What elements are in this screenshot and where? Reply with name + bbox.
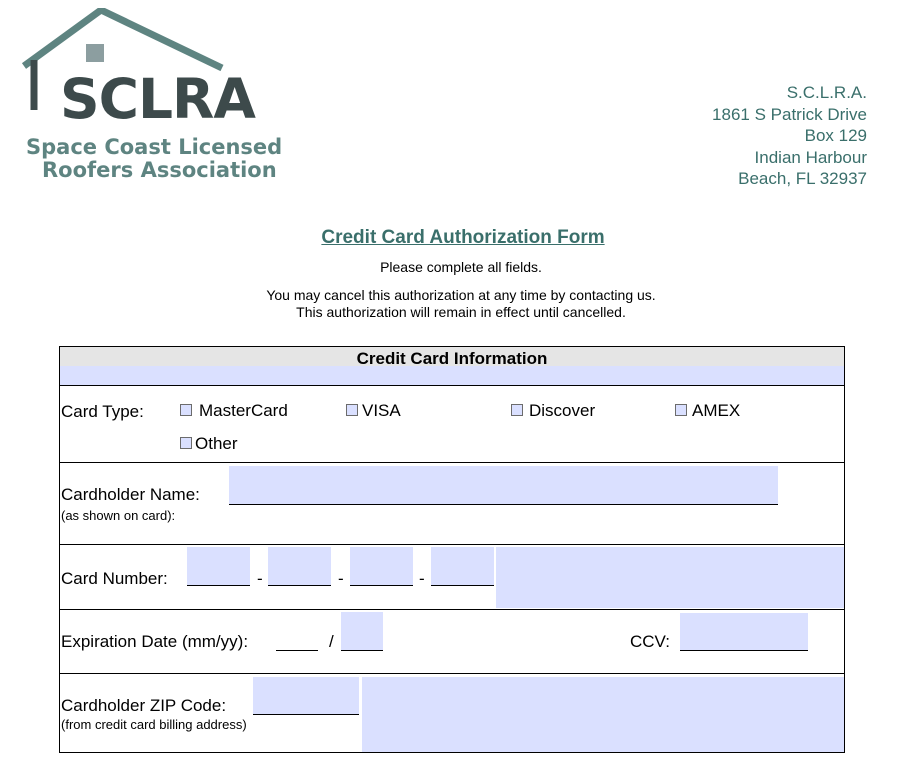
cardholder-name-hint: (as shown on card): bbox=[61, 508, 176, 523]
address-line: Box 129 bbox=[804, 126, 867, 145]
zip-row bbox=[60, 674, 844, 752]
amex-label: AMEX bbox=[692, 401, 741, 420]
expiration-month-field[interactable] bbox=[276, 650, 318, 651]
expiration-row bbox=[60, 610, 844, 674]
card-type-label: Card Type: bbox=[61, 402, 144, 421]
card-number-separator: - bbox=[419, 569, 425, 588]
amex-checkbox[interactable] bbox=[675, 404, 687, 416]
card-number-group-3-underline bbox=[350, 585, 413, 586]
ccv-label: CCV: bbox=[630, 632, 670, 651]
cardholder-name-label: Cardholder Name: bbox=[61, 485, 200, 504]
logo-acronym: SCLRA bbox=[60, 67, 255, 131]
form-title: Credit Card Authorization Form bbox=[321, 227, 605, 248]
cardholder-name-field[interactable] bbox=[229, 466, 778, 505]
expiration-label: Expiration Date (mm/yy): bbox=[61, 632, 249, 651]
discover-checkbox[interactable] bbox=[511, 404, 523, 416]
other-checkbox[interactable] bbox=[180, 437, 192, 449]
cancel-note-line-1: You may cancel this authorization at any time by contacting us. bbox=[266, 287, 656, 303]
card-number-group-4[interactable] bbox=[431, 547, 494, 586]
address-line: 1861 S Patrick Drive bbox=[712, 104, 867, 124]
mastercard-checkbox[interactable] bbox=[180, 404, 192, 416]
card-number-group-2-underline bbox=[268, 585, 331, 586]
card-number-group-2[interactable] bbox=[268, 547, 331, 586]
expiration-year-underline bbox=[341, 650, 383, 651]
zip-label: Cardholder ZIP Code: bbox=[61, 696, 227, 715]
card-number-group-4-underline bbox=[431, 585, 494, 586]
card-number-separator: - bbox=[338, 569, 344, 588]
ccv-field[interactable] bbox=[680, 613, 808, 650]
logo-name-line-2: Roofers Association bbox=[42, 158, 277, 182]
card-type-row bbox=[60, 386, 844, 463]
address-line: S.C.L.R.A. bbox=[786, 83, 867, 102]
cardholder-name-row bbox=[60, 463, 844, 545]
zip-extra-fill bbox=[362, 677, 844, 752]
expiration-year-field[interactable] bbox=[341, 612, 383, 650]
cancel-note-line-2: This authorization will remain in effect until cancelled. bbox=[296, 304, 626, 320]
card-number-group-1-underline bbox=[187, 585, 250, 586]
card-number-label: Card Number: bbox=[61, 569, 168, 588]
discover-label: Discover bbox=[529, 401, 596, 420]
zip-underline bbox=[253, 714, 359, 715]
logo-name-line-1: Space Coast Licensed bbox=[26, 135, 283, 159]
mastercard-label: MasterCard bbox=[199, 401, 288, 420]
ccv-underline bbox=[680, 650, 808, 651]
cardholder-name-underline bbox=[229, 504, 778, 505]
visa-label: VISA bbox=[362, 401, 401, 420]
credit-card-information-table bbox=[59, 346, 845, 753]
address-line: Beach, FL 32937 bbox=[738, 169, 867, 188]
mailing-address bbox=[712, 82, 867, 190]
expiration-separator: / bbox=[329, 632, 334, 651]
card-number-row bbox=[60, 545, 844, 610]
card-number-group-1[interactable] bbox=[187, 547, 250, 586]
sclra-logo bbox=[22, 8, 283, 182]
card-number-separator: - bbox=[257, 569, 263, 588]
zip-hint: (from credit card billing address) bbox=[61, 717, 247, 732]
instruction-text: Please complete all fields. bbox=[380, 259, 542, 275]
address-line: Indian Harbour bbox=[754, 147, 867, 167]
zip-field[interactable] bbox=[253, 677, 359, 715]
other-label: Other bbox=[195, 434, 238, 453]
card-number-extra-fill bbox=[496, 547, 844, 608]
visa-checkbox[interactable] bbox=[346, 404, 358, 416]
section-header-row bbox=[60, 347, 844, 386]
card-number-group-3[interactable] bbox=[350, 547, 413, 586]
section-header: Credit Card Information bbox=[356, 349, 548, 368]
